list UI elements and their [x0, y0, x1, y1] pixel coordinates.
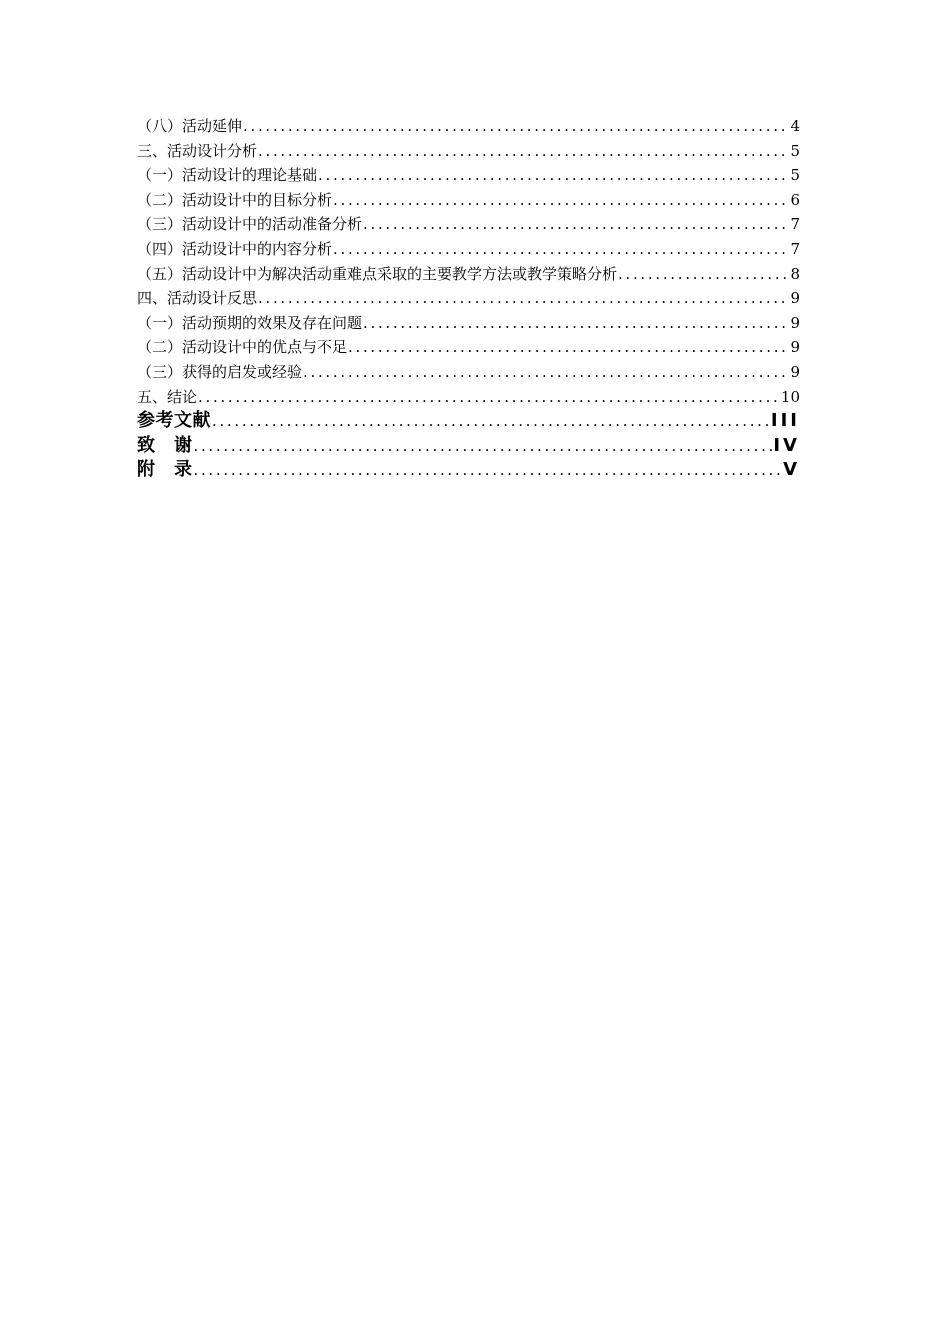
toc-entry-title: （四）活动设计中的内容分析	[137, 239, 333, 258]
toc-entry-page: 8	[790, 264, 800, 283]
toc-dot-leader	[303, 360, 789, 385]
toc-dot-leader	[363, 212, 789, 237]
toc-entry-title: （三）获得的启发或经验	[137, 362, 303, 381]
toc-entry[interactable]	[137, 212, 800, 237]
toc-entry-title: 附 录	[137, 459, 193, 481]
toc-entry[interactable]	[137, 114, 800, 139]
toc-dot-leader	[333, 237, 789, 262]
toc-entry-title: （五）活动设计中为解决活动重难点采取的主要教学方法或教学策略分析	[137, 264, 618, 283]
toc-entry[interactable]	[137, 335, 800, 360]
toc-entry-acknowledgements[interactable]	[137, 434, 800, 459]
toc-entry-title: （二）活动设计中的目标分析	[137, 190, 333, 209]
toc-entry-page: 9	[790, 313, 800, 332]
toc-entry[interactable]	[137, 311, 800, 336]
toc-dot-leader	[348, 335, 789, 360]
toc-entry-title: （一）活动预期的效果及存在问题	[137, 313, 363, 332]
toc-entry-references[interactable]	[137, 409, 800, 434]
toc-entry[interactable]	[137, 139, 800, 164]
toc-dot-leader	[258, 286, 789, 311]
toc-entry-title: 致 谢	[137, 434, 193, 456]
toc-entry-page: 9	[790, 338, 800, 357]
toc-dot-leader	[198, 385, 780, 410]
toc-dot-leader	[194, 458, 783, 483]
toc-entry-page: 5	[790, 141, 800, 160]
toc-dot-leader	[212, 409, 770, 434]
toc-entry-page: 6	[790, 190, 800, 209]
toc-entry-page: V	[783, 459, 800, 481]
toc-entry-page: 9	[790, 289, 800, 308]
toc-entry-page: IV	[773, 434, 800, 456]
toc-entry-title: 五、结论	[137, 387, 198, 406]
toc-entry-page: 9	[790, 362, 800, 381]
toc-entry-page: 7	[790, 215, 800, 234]
toc-entry-title: （二）活动设计中的优点与不足	[137, 338, 348, 357]
toc-entry-title: （一）活动设计的理论基础	[137, 166, 318, 185]
toc-entry-title: 四、活动设计反思	[137, 289, 258, 308]
toc-entry-title: 参考文献	[137, 410, 211, 432]
toc-entry[interactable]	[137, 163, 800, 188]
toc-entry[interactable]	[137, 237, 800, 262]
toc-dot-leader	[363, 311, 789, 336]
toc-entry[interactable]	[137, 360, 800, 385]
toc-entry-title: （三）活动设计中的活动准备分析	[137, 215, 363, 234]
toc-dot-leader	[194, 434, 773, 459]
toc-entry-title: 三、活动设计分析	[137, 141, 258, 160]
toc-dot-leader	[243, 114, 789, 139]
toc-entry-page: 7	[790, 239, 800, 258]
table-of-contents	[137, 114, 800, 483]
toc-dot-leader	[318, 163, 789, 188]
toc-dot-leader	[618, 262, 789, 287]
toc-entry-page: 4	[790, 117, 800, 135]
toc-dot-leader	[333, 188, 789, 213]
toc-entry[interactable]	[137, 262, 800, 287]
toc-dot-leader	[258, 139, 789, 164]
toc-entry[interactable]	[137, 385, 800, 410]
toc-entry-page: 5	[790, 166, 800, 185]
toc-entry-page: 10	[780, 387, 800, 406]
toc-entry-page: III	[770, 410, 800, 432]
toc-entry-title: （八）活动延伸	[137, 117, 243, 135]
toc-entry-appendix[interactable]	[137, 458, 800, 483]
toc-entry[interactable]	[137, 188, 800, 213]
toc-entry[interactable]	[137, 286, 800, 311]
